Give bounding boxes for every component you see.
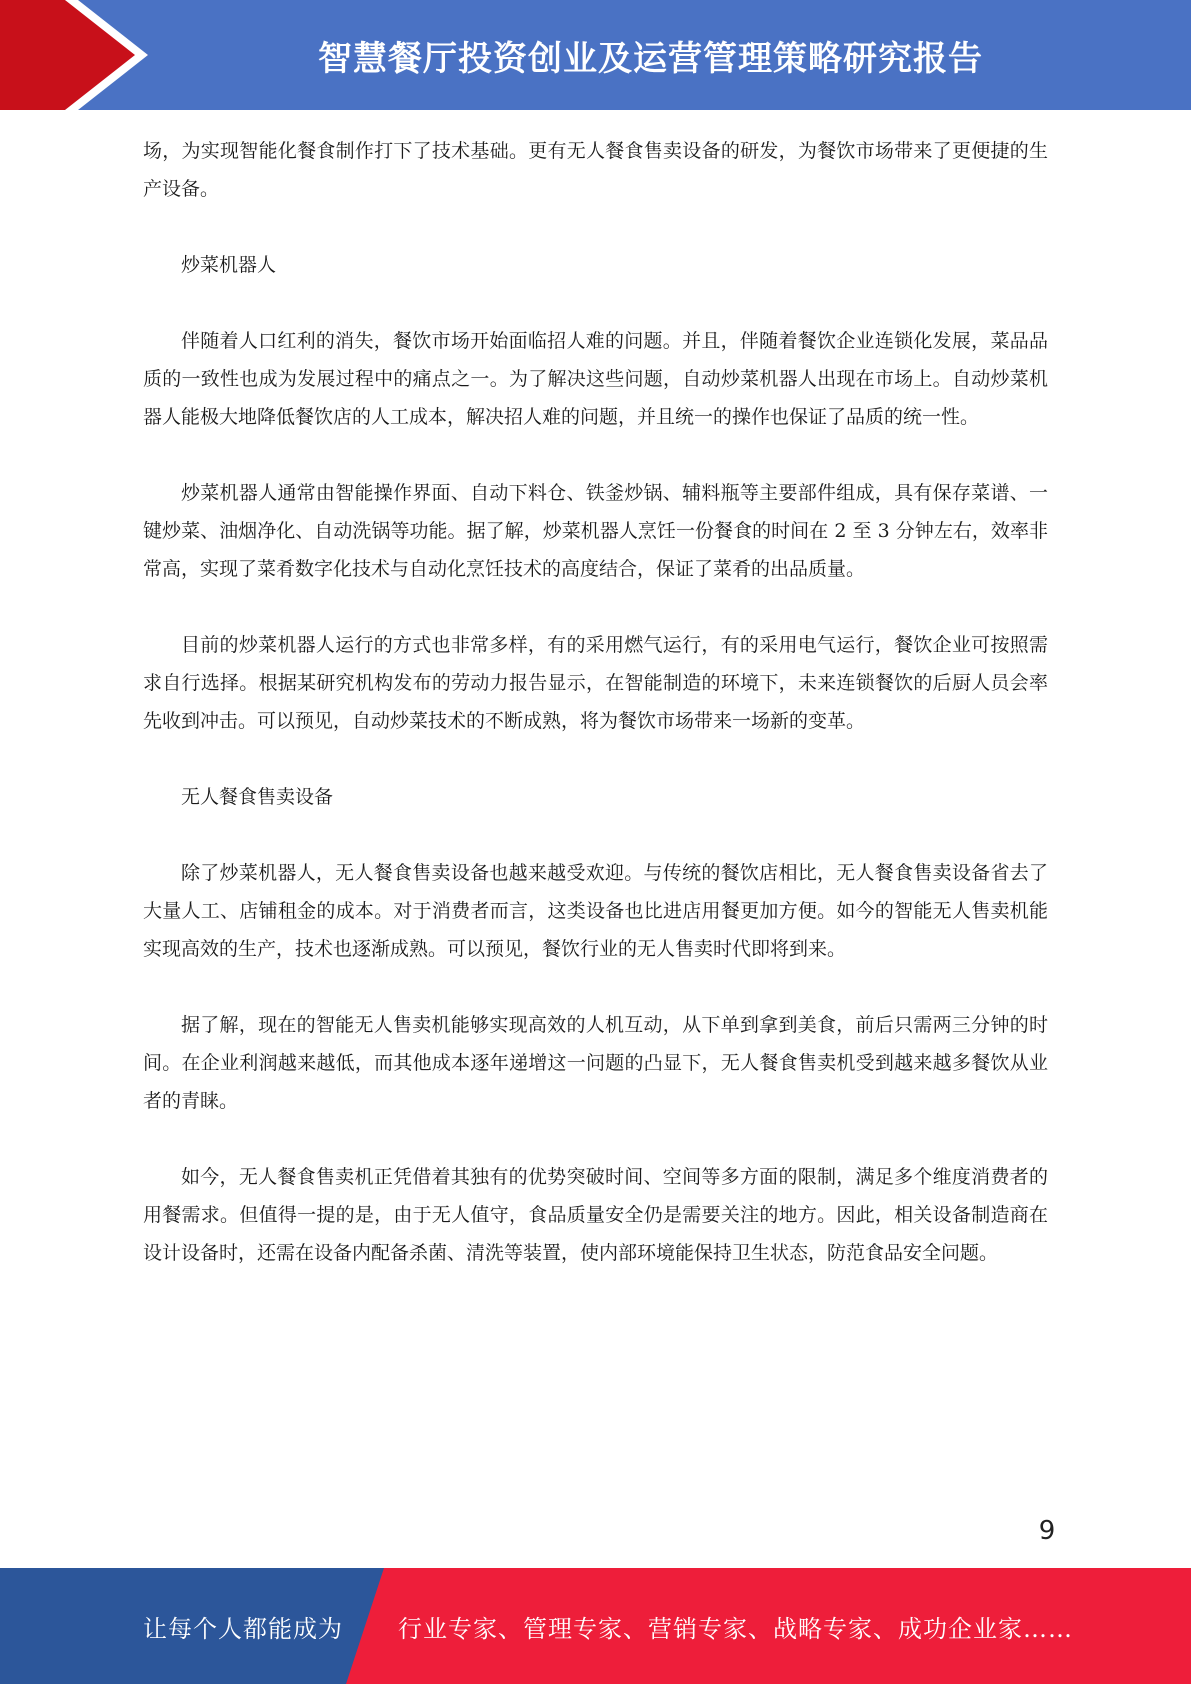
paragraph: 据了解，现在的智能无人售卖机能够实现高效的人机互动，从下单到拿到美食，前后只需两三分钟的时间。在企业利润越来越低，而其他成本逐年递增这一问题的凸显下，无人餐食售卖机受到越来越多餐饮从业者的青睐。 xyxy=(143,1014,1048,1112)
page-content xyxy=(143,132,1048,1310)
paragraph: 如今，无人餐食售卖机正凭借着其独有的优势突破时间、空间等多方面的限制，满足多个维度消费者的用餐需求。但值得一提的是，由于无人值守，食品质量安全仍是需要关注的地方。因此，相关设备制造商在设计设备时，还需在设备内配备杀菌、清洗等装置，使内部环境能保持卫生状态，防范食品安全问题。 xyxy=(143,1166,1048,1264)
section-heading-cooking-robot: 炒菜机器人 xyxy=(181,254,277,276)
report-title: 智慧餐厅投资创业及运营管理策略研究报告 xyxy=(318,38,983,79)
paragraph: 伴随着人口红利的消失，餐饮市场开始面临招人难的问题。并且，伴随着餐饮企业连锁化发展，菜品品质的一致性也成为发展过程中的痛点之一。为了解决这些问题，自动炒菜机器人出现在市场上。自动炒菜机器人能极大地降低餐饮店的人工成本，解决招人难的问题，并且统一的操作也保证了品质的统一性。 xyxy=(143,330,1048,428)
page-header xyxy=(0,0,1191,110)
paragraph: 炒菜机器人通常由智能操作界面、自动下料仓、铁釜炒锅、辅料瓶等主要部件组成，具有保存菜谱、一键炒菜、油烟净化、自动洗锅等功能。据了解，炒菜机器人烹饪一份餐食的时间在 2 至 3 分钟左右，效率非常高，实现了菜肴数字化技术与自动化烹饪技术的高度结合，保证了菜肴的出品质量。 xyxy=(143,482,1048,580)
paragraph: 除了炒菜机器人，无人餐食售卖设备也越来越受欢迎。与传统的餐饮店相比，无人餐食售卖设备省去了大量人工、店铺租金的成本。对于消费者而言，这类设备也比进店用餐更加方便。如今的智能无人售卖机能实现高效的生产，技术也逐渐成熟。可以预见，餐饮行业的无人售卖时代即将到来。 xyxy=(143,862,1048,960)
footer-slogan-left: 让每个人都能成为 xyxy=(143,1614,343,1643)
page-number: 9 xyxy=(1038,1516,1056,1546)
footer-slogan-right: 行业专家、管理专家、营销专家、战略专家、成功企业家…… xyxy=(398,1614,1073,1643)
paragraph: 目前的炒菜机器人运行的方式也非常多样，有的采用燃气运行，有的采用电气运行，餐饮企业可按照需求自行选择。根据某研究机构发布的劳动力报告显示，在智能制造的环境下，未来连锁餐饮的后厨人员会率先收到冲击。可以预见，自动炒菜技术的不断成熟，将为餐饮市场带来一场新的变革。 xyxy=(143,634,1048,732)
section-heading-unmanned-vending: 无人餐食售卖设备 xyxy=(181,786,334,808)
paragraph-continued: 场，为实现智能化餐食制作打下了技术基础。更有无人餐食售卖设备的研发，为餐饮市场带来了更便捷的生产设备。 xyxy=(143,140,1048,200)
page-footer xyxy=(0,1568,1191,1684)
